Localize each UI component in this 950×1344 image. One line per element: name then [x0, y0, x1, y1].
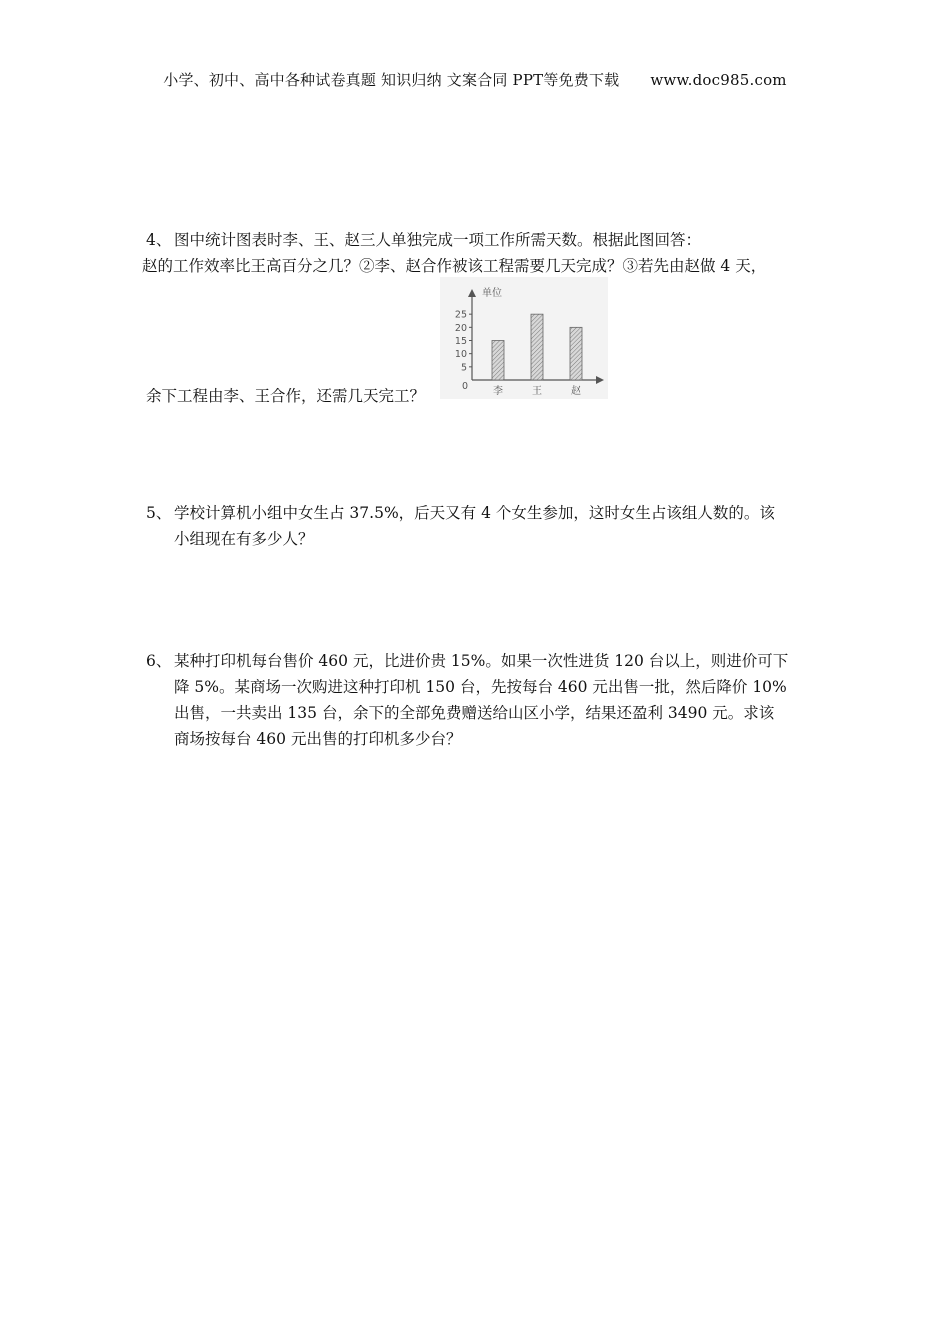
question-text: 赵的工作效率比王高百分之几？②李、赵合作被该工程需要几天完成？③若先由赵做 4 天，	[142, 257, 767, 275]
bar	[492, 341, 504, 381]
y-tick-label: 5	[460, 362, 467, 374]
y-tick-label: 25	[454, 309, 467, 321]
question-text: 商场按每台 460 元出售的打印机多少台？	[174, 730, 462, 748]
x-axis-arrow	[596, 376, 604, 384]
y-axis-arrow	[468, 289, 476, 297]
y-tick-label: 10	[454, 349, 467, 361]
y-axis-label: 单位	[482, 288, 502, 299]
y-tick-label: 20	[454, 322, 467, 334]
question-6	[146, 648, 826, 752]
x-tick-label: 赵	[571, 386, 581, 397]
question-number: 4、	[146, 231, 172, 249]
header-site: www.doc985.com	[650, 71, 787, 89]
question-text: 图中统计图表时李、王、赵三人单独完成一项工作所需天数。根据此图回答：	[174, 231, 702, 249]
bar	[570, 327, 582, 380]
question-text: 学校计算机小组中女生占 37.5%，后天又有 4 个女生参加，这时女生占该组人数的。该	[174, 504, 775, 522]
bar	[531, 314, 543, 380]
y-tick-label: 15	[454, 336, 467, 347]
question-number: 6、	[146, 652, 172, 670]
question-4	[142, 227, 826, 279]
header-text: 小学、初中、高中各种试卷真题 知识归纳 文案合同 PPT等免费下载	[163, 71, 620, 89]
question-text: 余下工程由李、王合作，还需几天完工？	[146, 387, 426, 405]
x-tick-label: 王	[532, 386, 542, 397]
question-text: 某种打印机每台售价 460 元，比进价贵 15%。如果一次性进货 120 台以上，则进价可下	[174, 652, 789, 670]
page-header	[0, 69, 950, 90]
y-tick-label: 0	[461, 381, 468, 392]
x-tick-label: 李	[493, 386, 503, 397]
question-text: 降 5%。某商场一次购进这种打印机 150 台，先按每台 460 元出售一批，然后降价 10%	[174, 678, 787, 696]
bar-chart-svg	[440, 277, 608, 399]
question-5	[146, 500, 826, 552]
question-text: 小组现在有多少人？	[174, 530, 314, 548]
question-number: 5、	[146, 504, 172, 522]
question-text: 出售，一共卖出 135 台，余下的全部免费赠送给山区小学，结果还盈利 3490 元。求该	[174, 704, 775, 722]
bar-chart	[440, 277, 608, 399]
